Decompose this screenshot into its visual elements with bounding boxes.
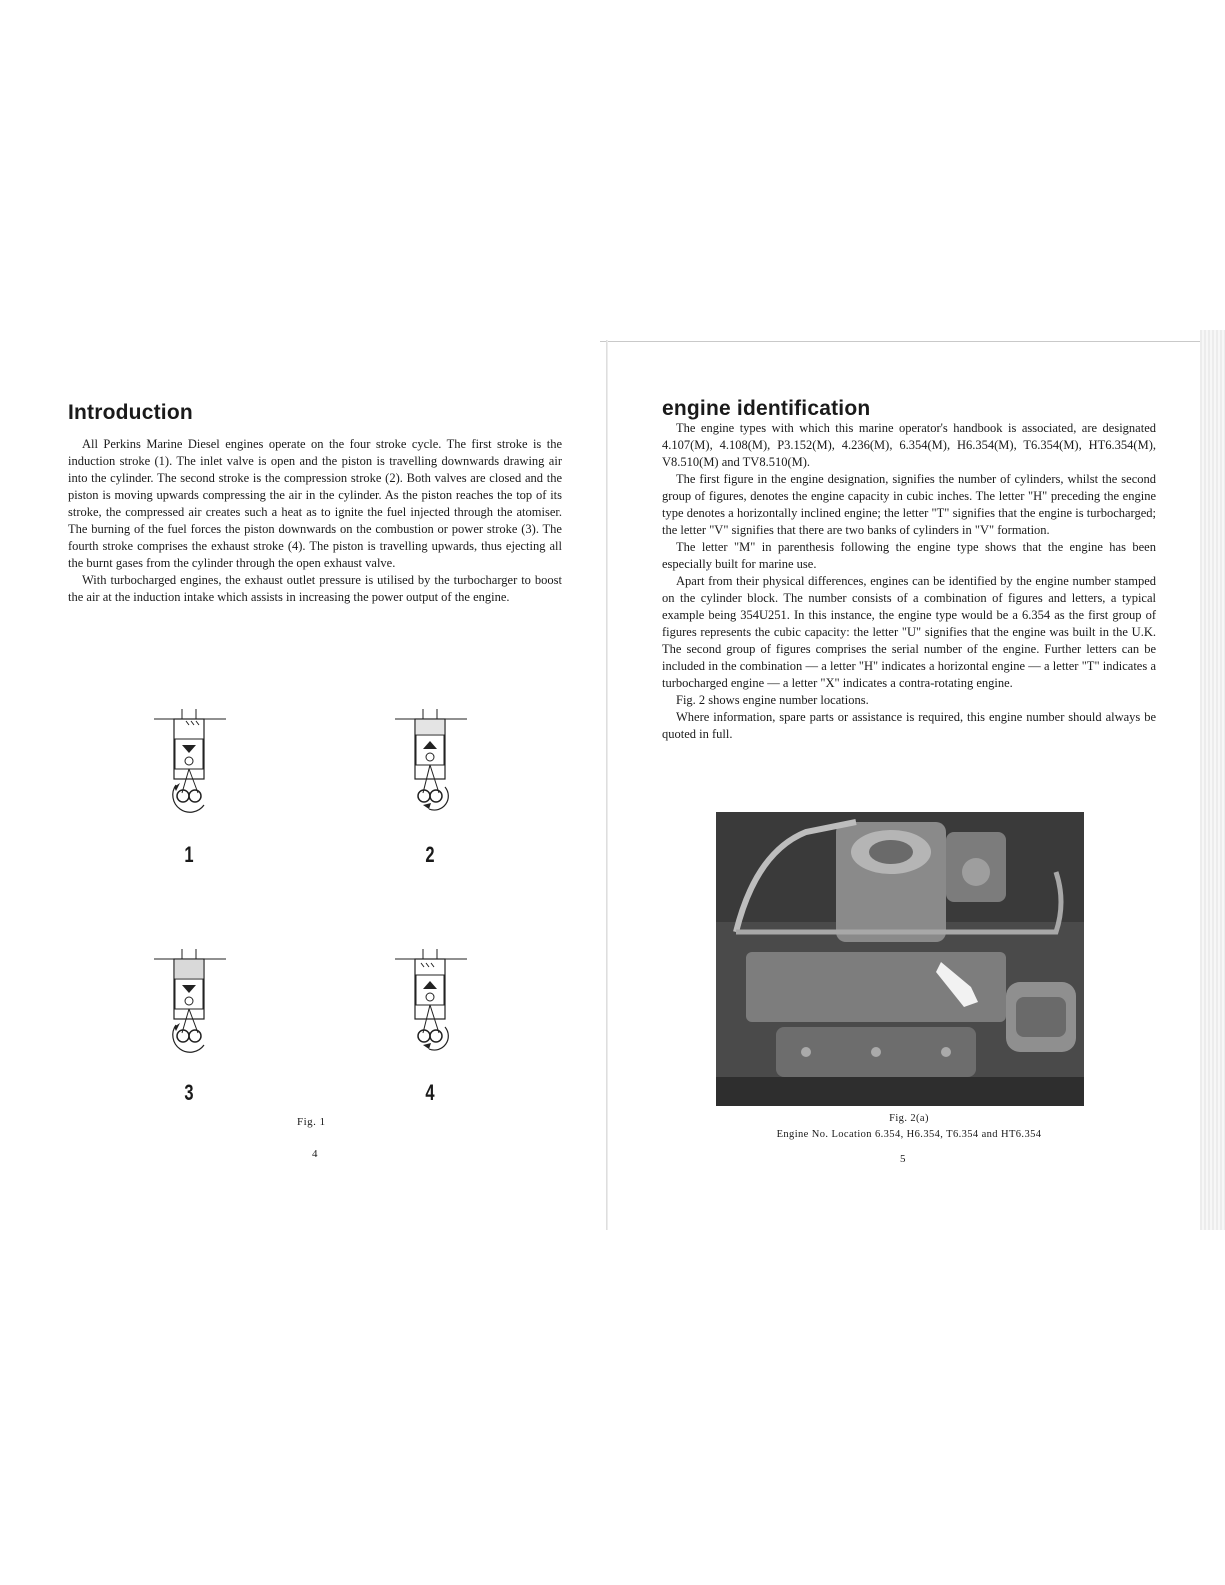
stroke-number: 3 (184, 1080, 194, 1105)
right-paragraph: The letter "M" in parenthesis following the engine type shows that the engine has been especially built for marine use. (662, 540, 1156, 571)
page-top-edge (600, 341, 1200, 342)
book-gutter (606, 340, 608, 1230)
stroke-diagram-3 (144, 945, 234, 1055)
photo-caption-title: Fig. 2(a) (889, 1113, 929, 1124)
right-paragraph: Fig. 2 shows engine number locations. (676, 693, 869, 707)
right-page-title: engine identification (662, 397, 871, 420)
page-number-left: 4 (312, 1148, 318, 1160)
stroke-number: 2 (425, 842, 435, 867)
photo-caption-description: Engine No. Location 6.354, H6.354, T6.354 and HT6.354 (776, 1129, 1042, 1140)
cylinder-piston-down-icon (144, 705, 234, 815)
engine-photo-image (716, 812, 1084, 1106)
left-page-body (68, 436, 562, 606)
left-paragraph: All Perkins Marine Diesel engines operate on the four stroke cycle. The first stroke is the induction stroke (1). The inlet valve is open and the piston is travelling downwards drawing air into the cylinder. The second stroke is the compression stroke (2). Both valves are closed and the piston is moving upwards compressing the air in the cylinder. As the piston reaches the top of its stroke, the compressed air creates such a heat as to ignite the fuel injected through the atomiser. The burning of the fuel forces the piston downwards on the combustion or power stroke (3). The fourth stroke comprises the exhaust stroke (4). The piston is travelling upwards, thus ejecting all the burnt gases from the cylinder through the open exhaust valve. (68, 437, 562, 570)
right-page-body (662, 420, 1156, 743)
right-paragraph: Where information, spare parts or assistance is required, this engine number should always be quoted in full. (662, 710, 1156, 741)
right-paragraph: The first figure in the engine designation, signifies the number of cylinders, whilst the second group of figures, denotes the engine capacity in cubic inches. The letter "H" preceding the engine type denotes a horizontally inclined engine; the letter "T" signifies that the engine is turbocharged; the letter "V" signifies that there are two banks of cylinders in "V" formation. (662, 472, 1156, 537)
left-paragraph: With turbocharged engines, the exhaust outlet pressure is utilised by the turbocharger to boost the air at the induction intake which assists in increasing the power output of the engine. (68, 573, 562, 604)
cylinder-piston-up-icon (385, 945, 475, 1055)
page-edge-shadow (1200, 330, 1225, 1230)
right-paragraph: The engine types with which this marine operator's handbook is associated, are designated 4.107(M), 4.108(M), P3.152(M), 4.236(M), 6.354(M), H6.354(M), T6.354(M), HT6.354(M), V8.510(M) and TV8.510(M). (662, 421, 1156, 469)
page-number-right: 5 (900, 1153, 906, 1165)
left-page-title: Introduction (68, 401, 193, 424)
cylinder-piston-up-icon (385, 705, 475, 815)
stroke-number: 1 (184, 842, 194, 867)
stroke-diagram-4 (385, 945, 475, 1055)
cylinder-piston-down-icon (144, 945, 234, 1055)
stroke-number: 4 (425, 1080, 435, 1105)
figure-caption: Fig. 1 (297, 1116, 326, 1128)
right-paragraph: Apart from their physical differences, engines can be identified by the engine number stamped on the cylinder block. The number consists of a combination of figures and letters, a typical example being 354U251. In this instance, the engine type would be a 6.354 as the first group of figures represents the cubic capacity: the letter "U" signifies that the engine was built in the U.K. The second group of figures comprises the serial number of the engine. Further letters can be included in the combination — a letter "H" indicates a horizontal engine — a letter "T" indicates a turbocharged engine — a letter "X" indicates a contra-rotating engine. (662, 574, 1156, 690)
stroke-diagram-1 (144, 705, 234, 815)
stroke-diagram-2 (385, 705, 475, 815)
engine-photo (716, 812, 1084, 1106)
